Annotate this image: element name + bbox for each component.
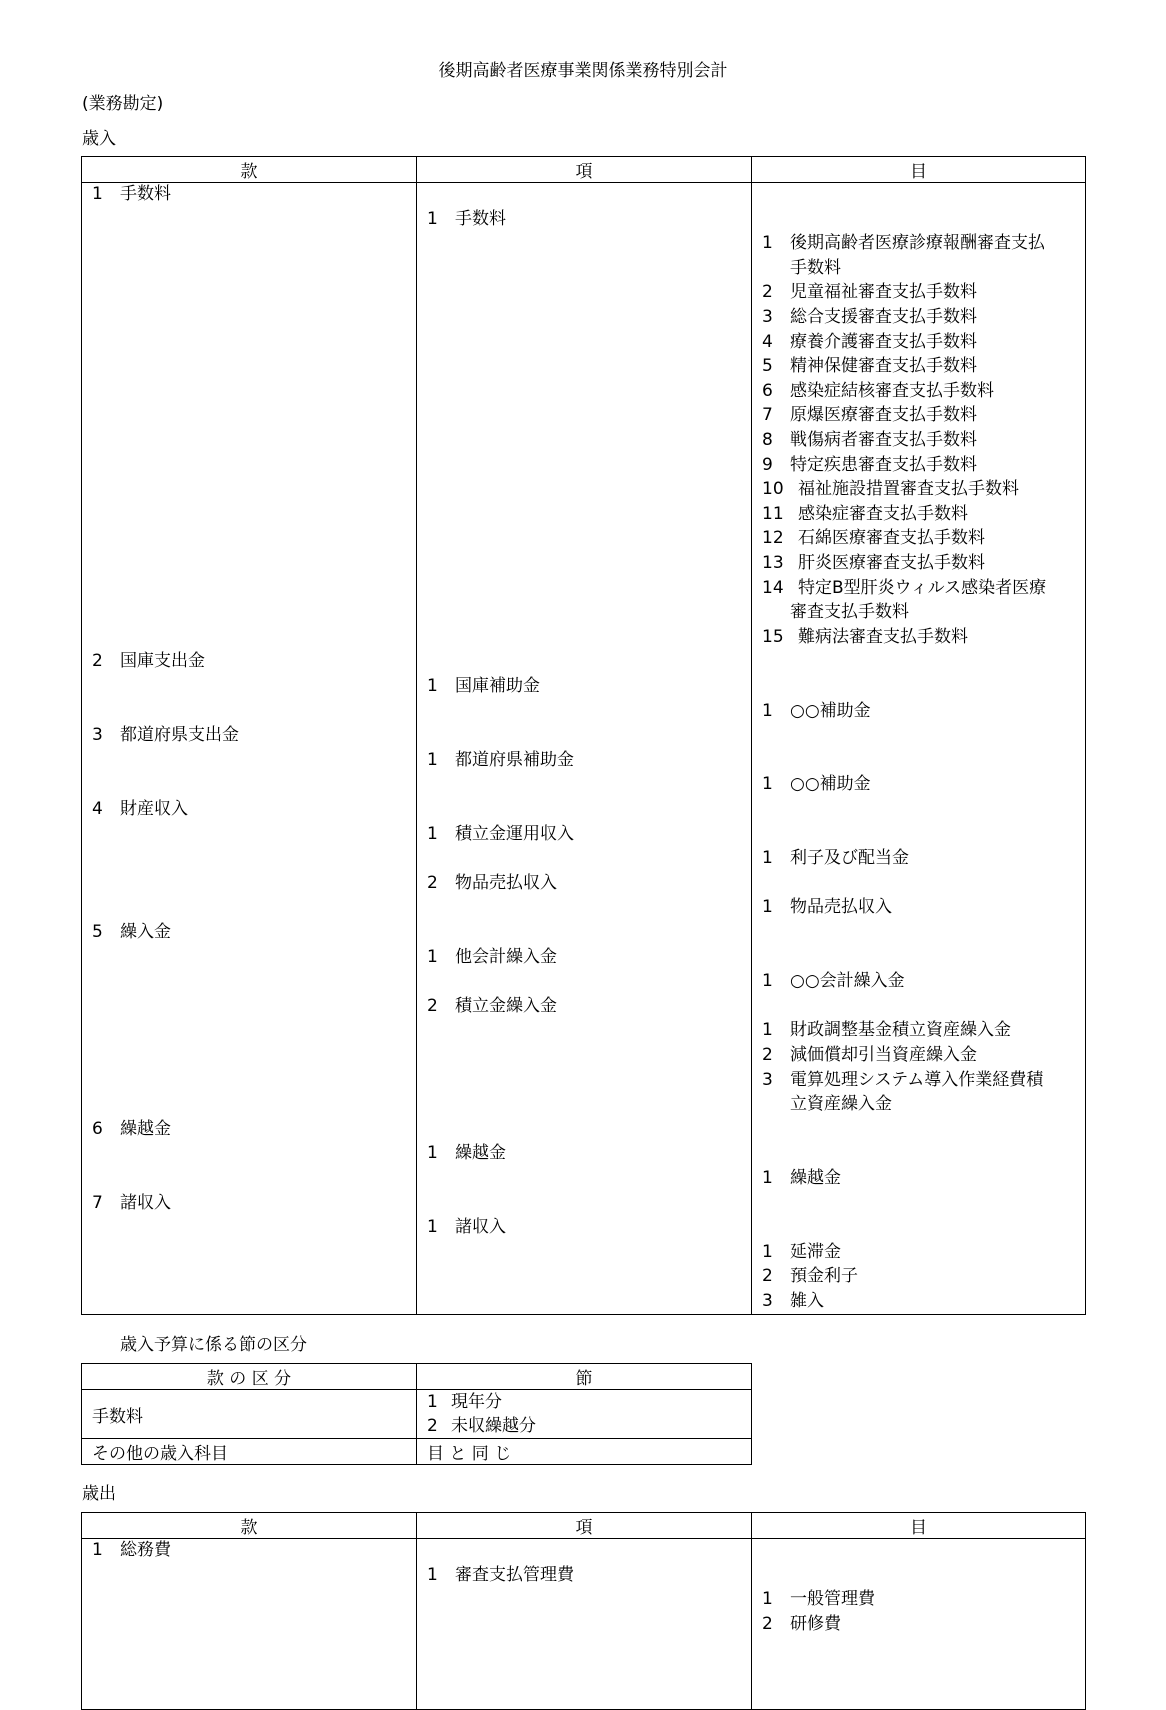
kubun-cell: その他の歳入科目 (82, 1439, 417, 1465)
moku-item: 6 感染症結核審査支払手数料 (762, 380, 994, 401)
header-kubun: 款 の 区 分 (82, 1364, 417, 1390)
revenue-table (81, 156, 1086, 1315)
kou-item: 1 都道府県補助金 (427, 749, 574, 770)
kou-item: 2 積立金繰入金 (427, 995, 557, 1016)
kou-item: 1 国庫補助金 (427, 676, 540, 696)
header-moku: 目 (752, 157, 1086, 183)
kou-item: 1 繰越金 (427, 1143, 506, 1164)
kan-item: 7 諸収入 (92, 1192, 171, 1213)
moku-item: 3 総合支援審査支払手数料 (762, 307, 977, 327)
kan-item: 1 総務費 (92, 1540, 171, 1560)
moku-item: 2 児童福祉審査支払手数料 (762, 282, 977, 303)
section-table-caption: 歳入予算に係る節の区分 (120, 1335, 307, 1355)
revenue-heading: 歳入 (82, 129, 116, 149)
moku-item: 12 石綿医療審査支払手数料 (762, 528, 985, 549)
moku-item: 3 電算処理システム導入作業経費積 (762, 1069, 1044, 1090)
moku-item: 立資産繰入金 (790, 1094, 892, 1115)
kan-item: 3 都道府県支出金 (92, 725, 239, 746)
kou-item: 2 物品売払収入 (427, 872, 557, 893)
setsu-item: 1 現年分 (427, 1392, 502, 1412)
kubun-cell: 手数料 (82, 1390, 417, 1439)
moku-item: 2 研修費 (762, 1613, 841, 1634)
page-title: 後期高齢者医療事業関係業務特別会計 (438, 61, 728, 81)
kan-item: 4 財産収入 (92, 799, 188, 819)
moku-item: 1 財政調整基金積立資産繰入金 (762, 1020, 1011, 1041)
moku-item: 4 療養介護審査支払手数料 (762, 331, 977, 352)
kou-item: 1 審査支払管理費 (427, 1564, 574, 1585)
kou-item: 1 積立金運用収入 (427, 823, 574, 844)
kou-item: 1 手数料 (427, 208, 506, 229)
header-kou: 項 (417, 157, 752, 183)
kan-item: 1 手数料 (92, 184, 171, 204)
expense-heading: 歳出 (82, 1484, 116, 1504)
moku-item: 8 戦傷病者審査支払手数料 (762, 430, 977, 450)
header-kan: 款 (82, 157, 417, 183)
moku-item: 15 難病法審査支払手数料 (762, 626, 968, 647)
moku-item: 審査支払手数料 (790, 602, 909, 623)
account-subtitle: (業務勘定) (82, 94, 164, 114)
kou-item: 1 諸収入 (427, 1217, 506, 1238)
moku-item: 9 特定疾患審査支払手数料 (762, 454, 977, 475)
moku-item: 3 雑入 (762, 1291, 824, 1311)
moku-item: 10 福祉施設措置審査支払手数料 (762, 479, 1019, 500)
moku-item: 1 利子及び配当金 (762, 848, 909, 869)
setsu-item: 目 と 同 じ (417, 1439, 752, 1465)
header-kou: 項 (417, 1513, 752, 1539)
moku-item: 2 減価償却引当資産繰入金 (762, 1045, 977, 1065)
moku-item: 1 繰越金 (762, 1168, 841, 1188)
moku-item: 14 特定B型肝炎ウィルス感染者医療 (762, 577, 1047, 598)
header-moku: 目 (752, 1513, 1086, 1539)
kan-item: 5 繰入金 (92, 922, 171, 942)
moku-item: 1 延滞金 (762, 1241, 841, 1262)
header-setsu: 節 (417, 1364, 752, 1390)
moku-item: 1 後期高齢者医療診療報酬審査支払 (762, 233, 1045, 254)
moku-item: 2 預金利子 (762, 1266, 858, 1287)
moku-item: 1 ○○補助金 (762, 700, 871, 721)
kou-item: 1 他会計繰入金 (427, 946, 557, 967)
header-kan: 款 (82, 1513, 417, 1539)
setsu-item: 2 未収繰越分 (427, 1416, 536, 1436)
moku-item: 5 精神保健審査支払手数料 (762, 356, 977, 377)
kan-item: 6 繰越金 (92, 1118, 171, 1139)
moku-item: 1 ○○補助金 (762, 774, 871, 795)
moku-item: 13 肝炎医療審査支払手数料 (762, 553, 985, 573)
expense-table (81, 1512, 1086, 1710)
moku-item: 1 物品売払収入 (762, 897, 892, 918)
kan-item: 2 国庫支出金 (92, 651, 205, 672)
moku-item: 1 一般管理費 (762, 1589, 875, 1610)
moku-item: 手数料 (790, 257, 841, 278)
moku-item: 1 ○○会計繰入金 (762, 971, 905, 992)
section-table (81, 1363, 752, 1465)
moku-item: 7 原爆医療審査支払手数料 (762, 405, 977, 426)
moku-item: 11 感染症審査支払手数料 (762, 503, 968, 524)
